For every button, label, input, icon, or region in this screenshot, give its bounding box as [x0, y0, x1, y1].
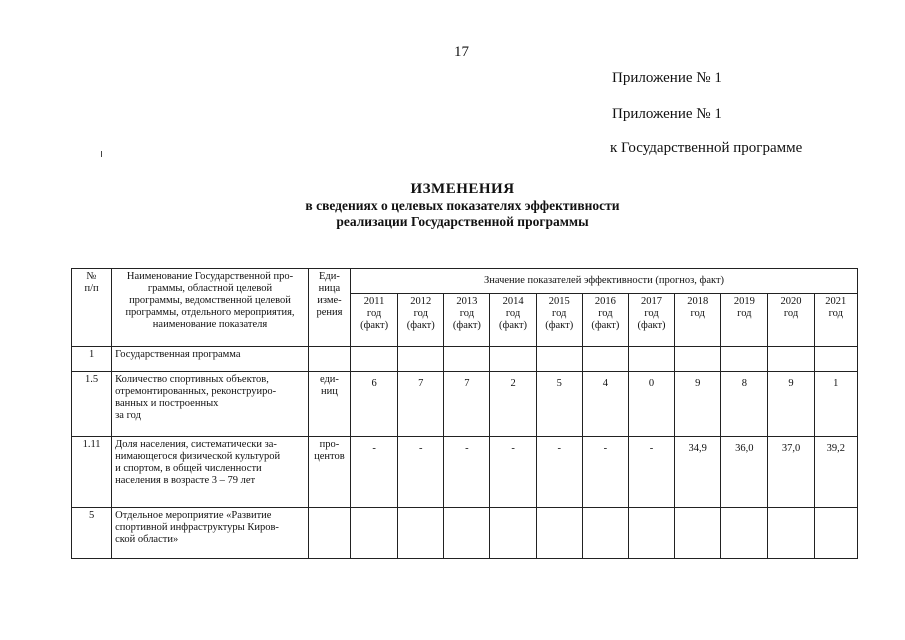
- header-unit: [308, 269, 350, 347]
- row-unit: [308, 437, 350, 508]
- appendix-line-3: к Государственной программе: [610, 140, 803, 156]
- row-value: 6: [351, 372, 398, 437]
- row-name-line: Государственная программа: [115, 349, 241, 360]
- row-value: 34,9: [675, 437, 721, 508]
- year-unit: год: [413, 308, 428, 319]
- row-unit-line: ниц: [321, 386, 338, 397]
- row-name-line: Количество спортивных объектов,: [115, 374, 269, 385]
- year-unit: год: [366, 308, 382, 319]
- year-kind: (факт): [591, 320, 620, 331]
- year-label: 2014: [502, 296, 524, 307]
- row-value: -: [398, 437, 444, 508]
- row-name-line: нимающегося физической культурой: [115, 451, 281, 462]
- row-value: [351, 508, 398, 559]
- row-unit-line: еди-: [319, 374, 339, 385]
- row-value: 5: [536, 372, 582, 437]
- row-number: 1.11: [72, 437, 112, 508]
- appendix-line-1: Приложение № 1: [612, 70, 722, 86]
- header-year: [814, 294, 857, 347]
- header-year: [536, 294, 582, 347]
- row-value: [444, 508, 490, 559]
- header-year: [582, 294, 628, 347]
- row-number: 1.5: [72, 372, 112, 437]
- table-row: [72, 508, 858, 559]
- year-kind: (факт): [360, 320, 389, 331]
- year-kind: (факт): [499, 320, 528, 331]
- row-name: [112, 372, 309, 437]
- page-number: 17: [454, 44, 469, 60]
- row-name-line: населения в возрасте 3 – 79 лет: [115, 475, 256, 486]
- indicators-table: [71, 268, 858, 559]
- row-value: [398, 508, 444, 559]
- row-value: 37,0: [768, 437, 814, 508]
- row-unit: [308, 508, 350, 559]
- header-name: [112, 269, 309, 347]
- scan-mark: [101, 151, 102, 157]
- row-name-line: Доля населения, систематически за-: [115, 439, 277, 450]
- header-year: [675, 294, 721, 347]
- year-unit: год: [598, 308, 613, 319]
- row-value: [675, 347, 721, 372]
- row-value: 7: [444, 372, 490, 437]
- row-name-line: Отдельное мероприятие «Развитие: [115, 510, 272, 521]
- row-value: [490, 347, 536, 372]
- year-label: 2013: [456, 296, 478, 307]
- row-name-line: ванных и построенных: [115, 398, 219, 409]
- header-year: [721, 294, 768, 347]
- row-unit: [308, 347, 350, 372]
- row-value: [628, 508, 674, 559]
- year-kind: (факт): [406, 320, 435, 331]
- header-values-group: Значение показателей эффективности (прогноз, факт): [351, 269, 858, 294]
- row-value: -: [628, 437, 674, 508]
- year-unit: год: [690, 308, 705, 319]
- year-kind: (факт): [452, 320, 481, 331]
- row-value: -: [536, 437, 582, 508]
- table-row: [72, 347, 858, 372]
- year-kind: (факт): [545, 320, 574, 331]
- year-unit: год: [459, 308, 475, 319]
- header-name-line: программы, отдельного мероприятия,: [125, 307, 295, 318]
- year-label: 2012: [410, 296, 432, 307]
- title-sub-2: реализации Государственной программы: [336, 214, 589, 229]
- row-value: [398, 347, 444, 372]
- row-value: [768, 347, 814, 372]
- row-name-line: за год: [115, 410, 141, 421]
- row-value: [814, 347, 857, 372]
- row-value: 7: [398, 372, 444, 437]
- row-value: [490, 508, 536, 559]
- row-unit-line: центов: [314, 451, 345, 462]
- table-row: [72, 437, 858, 508]
- row-unit-line: про-: [319, 439, 340, 450]
- row-name-line: спортивной инфраструктуры Киров-: [115, 522, 279, 533]
- row-value: [814, 508, 857, 559]
- row-value: [721, 347, 768, 372]
- row-value: [675, 508, 721, 559]
- year-label: 2015: [548, 296, 570, 307]
- row-value: 9: [675, 372, 721, 437]
- row-value: [444, 347, 490, 372]
- row-name: [112, 437, 309, 508]
- table-row: [72, 372, 858, 437]
- row-name-line: и спортом, в общей численности: [115, 463, 262, 474]
- title-sub-1: в сведениях о целевых показателях эффективности: [305, 198, 620, 213]
- row-unit: [308, 372, 350, 437]
- row-value: [628, 347, 674, 372]
- row-name: [112, 508, 309, 559]
- row-value: 1: [814, 372, 857, 437]
- row-number: 1: [72, 347, 112, 372]
- header-name-line: наименование показателя: [152, 319, 268, 330]
- appendix-line-2: Приложение № 1: [612, 106, 722, 122]
- year-label: 2019: [733, 296, 755, 307]
- header-row-1: [72, 269, 858, 294]
- year-label: 2017: [641, 296, 663, 307]
- header-name-line: граммы, областной целевой: [147, 283, 273, 294]
- header-year: [398, 294, 444, 347]
- header-year: [444, 294, 490, 347]
- row-value: 9: [768, 372, 814, 437]
- header-unit-line: ница: [318, 283, 341, 294]
- year-label: 2021: [825, 296, 847, 307]
- year-label: 2011: [363, 296, 385, 307]
- row-value: -: [444, 437, 490, 508]
- row-value: 2: [490, 372, 536, 437]
- row-value: 0: [628, 372, 674, 437]
- row-name-line: ской области»: [115, 534, 179, 545]
- title-main: ИЗМЕНЕНИЯ: [410, 181, 515, 197]
- row-name: [112, 347, 309, 372]
- header-num: [72, 269, 112, 347]
- row-value: [768, 508, 814, 559]
- year-unit: год: [505, 308, 521, 319]
- year-label: 2020: [780, 296, 802, 307]
- row-value: [582, 508, 628, 559]
- row-value: 8: [721, 372, 768, 437]
- header-unit-line: Еди-: [318, 271, 340, 282]
- year-label: 2018: [687, 296, 709, 307]
- row-value: 39,2: [814, 437, 857, 508]
- document-title: [0, 181, 905, 230]
- year-unit: год: [644, 308, 659, 319]
- year-kind: (факт): [637, 320, 666, 331]
- header-year: [490, 294, 536, 347]
- row-number: 5: [72, 508, 112, 559]
- header-num-line: №: [86, 271, 97, 282]
- header-year: [628, 294, 674, 347]
- year-label: 2016: [594, 296, 616, 307]
- year-unit: год: [552, 308, 567, 319]
- row-value: [582, 347, 628, 372]
- header-name-line: Наименование Государственной про-: [126, 271, 294, 282]
- row-value: [536, 347, 582, 372]
- header-num-line: п/п: [84, 283, 99, 294]
- year-unit: год: [783, 308, 799, 319]
- header-name-line: программы, ведомственной целевой: [129, 295, 291, 306]
- row-value: 36,0: [721, 437, 768, 508]
- header-unit-line: рения: [316, 307, 343, 318]
- header-year: [351, 294, 398, 347]
- row-value: [536, 508, 582, 559]
- row-name-line: отремонтированных, реконструиро-: [115, 386, 277, 397]
- row-value: 4: [582, 372, 628, 437]
- year-unit: год: [828, 308, 843, 319]
- row-value: -: [490, 437, 536, 508]
- row-value: -: [351, 437, 398, 508]
- header-unit-line: изме-: [317, 295, 342, 306]
- year-unit: год: [737, 308, 752, 319]
- row-value: [721, 508, 768, 559]
- row-value: -: [582, 437, 628, 508]
- row-value: [351, 347, 398, 372]
- header-year: [768, 294, 814, 347]
